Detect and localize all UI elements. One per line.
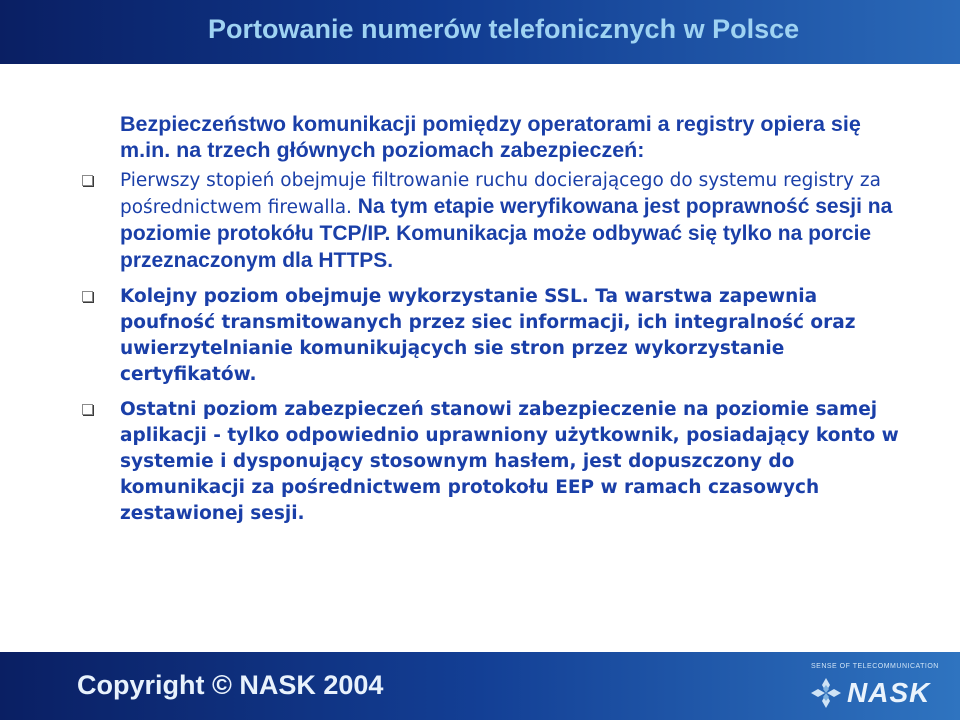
square-bullet-icon [82, 404, 93, 415]
bullet-text: Kolejny poziom obejmuje wykorzystanie SSL. Ta warstwa zapewnia poufność transmitowanych przez siec informacji, ich integralność oraz uwierzytelnianie komunikujących sie stron przez wykorzystanie certyfikatów. [120, 286, 856, 385]
logo-wordmark: NASK [847, 677, 931, 708]
slide-title: Portowanie numerów telefonicznych w Polsce [208, 14, 800, 44]
nask-logo [803, 660, 953, 714]
bullet-text-bold: Na tym etapie weryfikowana jest poprawność sesji na poziomie protokółu TCP/IP. Komunikacja może odbywać się tylko na porcie przeznaczonym dla HTTPS. [120, 195, 893, 272]
bullet-text: Ostatni poziom zabezpieczeń stanowi zabezpieczenie na poziomie samej aplikacji - tylko odpowiednio uprawniony użytkownik, posiadający konto w systemie i dysponujący stosownym hasłem, jest dopuszczony do komunikacji za pośrednictwem protokołu EEP w ramach czasowych zestawionej sesji. [120, 399, 899, 524]
copyright-text: Copyright © NASK 2004 [77, 670, 384, 700]
bullet-item-ssl [78, 284, 918, 388]
bullet-list [78, 168, 918, 536]
logo-tagline: SENSE OF TELECOMMUNICATION [811, 663, 939, 670]
title-bar [0, 0, 960, 64]
nask-emblem-icon [809, 676, 843, 710]
square-bullet-icon [82, 175, 93, 186]
bullet-item-firewall [78, 168, 918, 275]
intro-paragraph: Bezpieczeństwo komunikacji pomiędzy operatorami a registry opiera się m.in. na trzech głównych poziomach zabezpieczeń: [120, 112, 861, 162]
bullet-item-application [78, 397, 918, 527]
bullet-text-regular: Pierwszy stopień obejmuje filtrowanie ruchu docierającego do systemu registry za pośrednictwem firewalla. [120, 170, 881, 218]
square-bullet-icon [82, 291, 93, 302]
